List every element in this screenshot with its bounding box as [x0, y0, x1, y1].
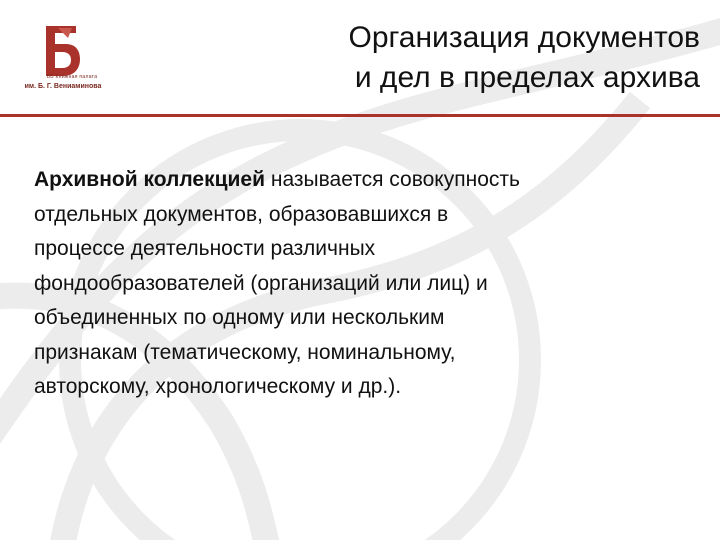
- defined-term: Архивной коллекцией: [34, 168, 266, 191]
- body-line-1-rest: называется совокупность: [265, 168, 520, 191]
- logo-name: им. Б. Г. Вениаминова: [24, 83, 102, 90]
- title-line-2: и дел в пределах архива: [354, 61, 700, 94]
- logo-emblem-icon: [42, 24, 82, 80]
- body-line: отдельных документов, образовавшихся в: [34, 202, 449, 226]
- title-line-1: Организация документов: [348, 21, 700, 54]
- definition-paragraph: [34, 163, 704, 405]
- body-line: признакам (тематическому, номинальному,: [34, 340, 456, 364]
- header-divider: [0, 114, 720, 117]
- body-line: объединенных по одному или нескольким: [34, 306, 445, 329]
- body-line: фондообразователей (организаций или лиц) и: [34, 271, 488, 295]
- slide-header: [0, 0, 720, 130]
- page-title: [190, 18, 700, 98]
- body-line-1: [34, 163, 704, 198]
- logo-motto: ББ Книжная палата: [46, 74, 98, 80]
- body-line: авторскому, хронологическому и др.).: [34, 375, 402, 398]
- body-line: процессе деятельности различных: [34, 237, 376, 260]
- library-logo: [22, 20, 104, 98]
